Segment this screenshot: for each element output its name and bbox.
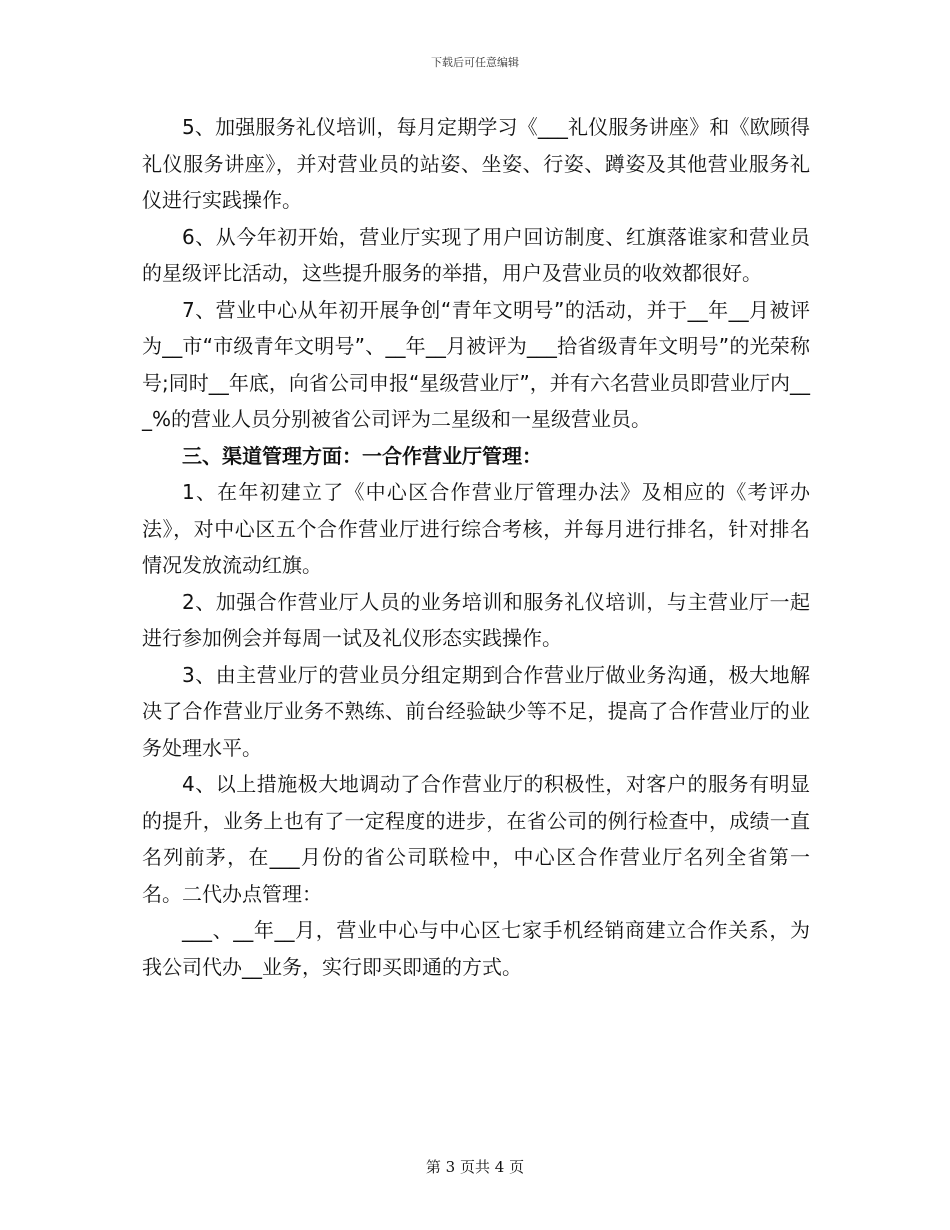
paragraph-item-6: 6、从今年初开始，营业厅实现了用户回访制度、红旗落谁家和营业员的星级评比活动，这些提升服务的举措，用户及营业员的收效都很好。	[142, 224, 810, 285]
paragraph-agent-cooperation: ___、__年__月，营业中心与中心区七家手机经销商建立合作关系，为我公司代办__业务，实行即买即通的方式。	[142, 918, 810, 979]
document-body	[142, 109, 810, 985]
paragraph-item-5: 5、加强服务礼仪培训，每月定期学习《___礼仪服务讲座》和《欧顾得礼仪服务讲座》，并对营业员的站姿、坐姿、行姿、蹲姿及其他营业服务礼仪进行实践操作。	[142, 115, 810, 212]
page-number: 第 3 页共 4 页	[425, 1158, 525, 1176]
section-heading-channel-management: 三、渠道管理方面：一合作营业厅管理：	[182, 443, 542, 468]
paragraph-item-7: 7、营业中心从年初开展争创“青年文明号”的活动，并于__年__月被评为__市“市级青年文明号”、__年__月被评为___拾省级青年文明号”的光荣称号;同时__年底，向省公司申报“星级营业厅”，并有六名营业员即营业厅内___%的营业人员分别被省公司评为二星级和一星级营业员。	[142, 297, 810, 431]
paragraph-item-2: 2、加强合作营业厅人员的业务培训和服务礼仪培训，与主营业厅一起进行参加例会并每周一试及礼仪形态实践操作。	[142, 589, 810, 650]
paragraph-item-1: 1、在年初建立了《中心区合作营业厅管理办法》及相应的《考评办法》，对中心区五个合作营业厅进行综合考核，并每月进行排名，针对排名情况发放流动红旗。	[142, 480, 810, 577]
header-note: 下载后可任意编辑	[431, 56, 519, 69]
paragraph-item-3: 3、由主营业厅的营业员分组定期到合作营业厅做业务沟通，极大地解决了合作营业厅业务不熟练、前台经验缺少等不足，提高了合作营业厅的业务处理水平。	[142, 662, 810, 760]
paragraph-item-4: 4、以上措施极大地调动了合作营业厅的积极性，对客户的服务有明显的提升，业务上也有了一定程度的进步，在省公司的例行检查中，成绩一直名列前茅，在___月份的省公司联检中，中心区合作营业厅名列全省第一名。二代办点管理：	[142, 772, 810, 906]
